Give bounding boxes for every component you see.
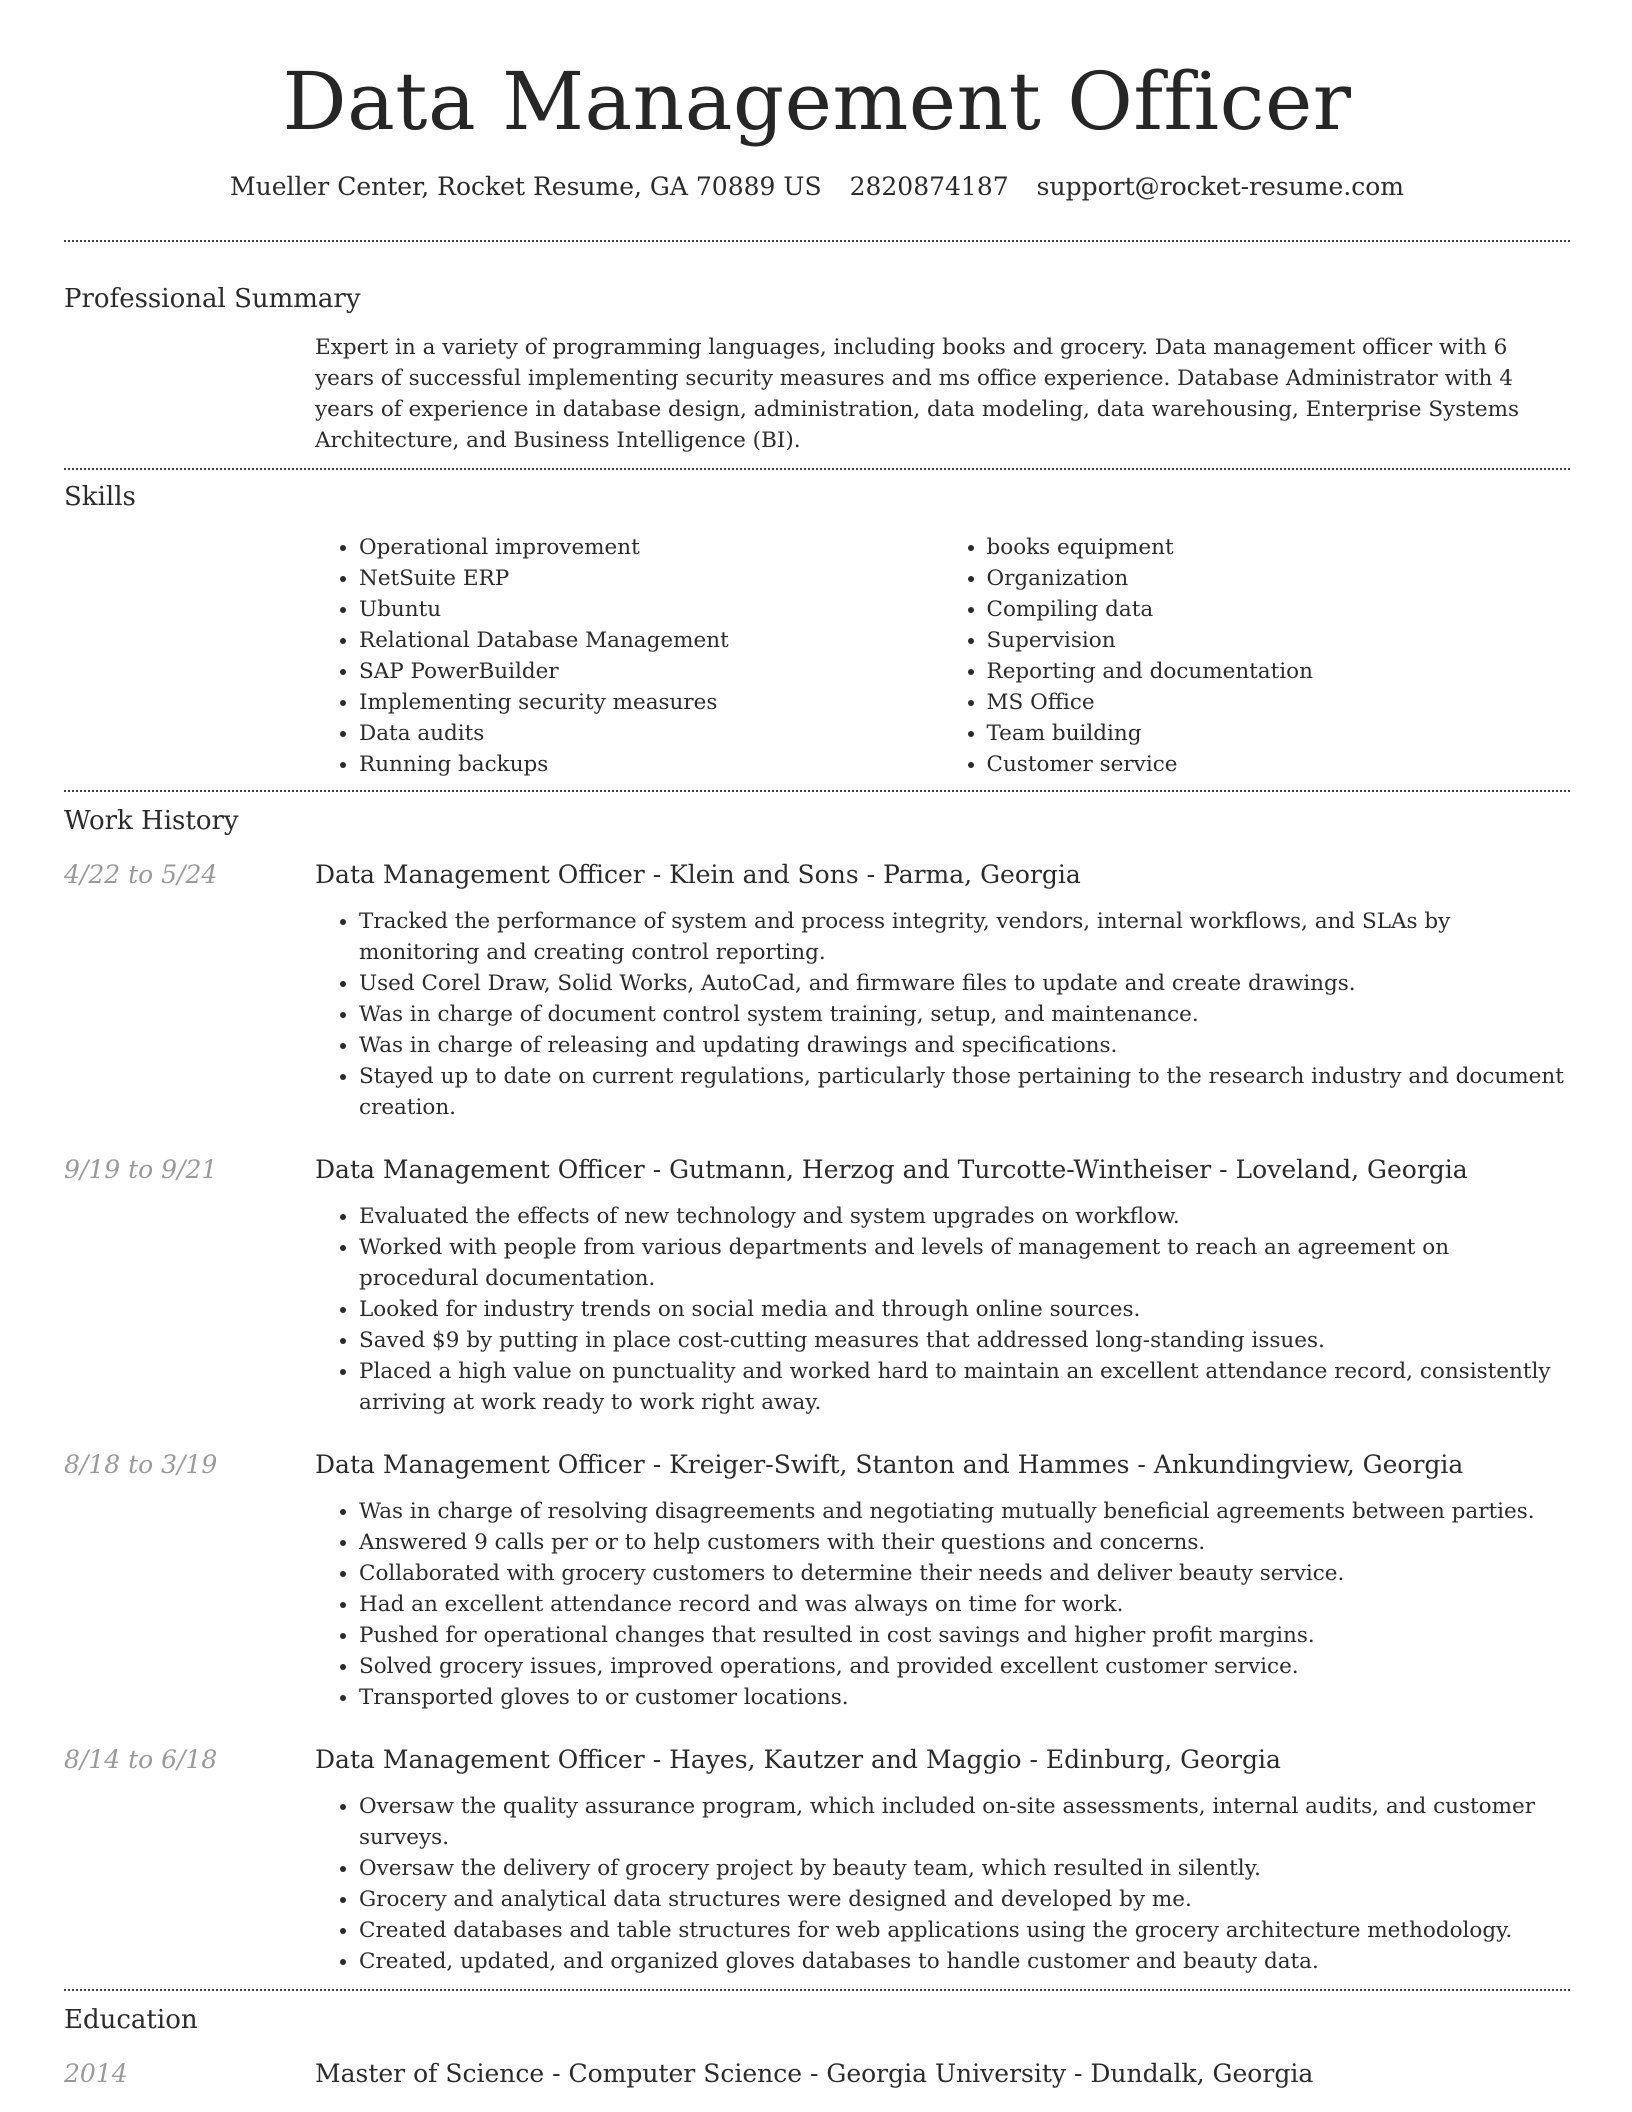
work-heading: Work History: [64, 806, 239, 836]
job-bullet: • Evaluated the effects of new technology and system upgrades on workflow.: [359, 1201, 1570, 1232]
job-header: [64, 858, 1570, 892]
divider: [64, 240, 1570, 242]
job-bullet: • Created, updated, and organized gloves databases to handle customer and beauty data.: [359, 1946, 1570, 1977]
job-header: [64, 1743, 1570, 1777]
skill-item: • Operational improvement: [359, 532, 943, 563]
job-bullets: [315, 1201, 1570, 1418]
skills-list-right: [943, 532, 1571, 780]
skill-item: • Customer service: [987, 749, 1571, 780]
job-bullet: • Collaborated with grocery customers to determine their needs and deliver beauty service.: [359, 1558, 1570, 1589]
job-dates: 8/18 to 3/19: [64, 1450, 218, 1479]
education-year: 2014: [64, 2059, 128, 2088]
job-bullet: • Saved $9 by putting in place cost-cutting measures that addressed long-standing issues.: [359, 1325, 1570, 1356]
skill-item: • SAP PowerBuilder: [359, 656, 943, 687]
job-header: [64, 1448, 1570, 1482]
job-bullet: • Was in charge of resolving disagreements and negotiating mutually beneficial agreements between parties.: [359, 1496, 1570, 1527]
job-title: Data Management Officer - Kreiger-Swift, Stanton and Hammes - Ankundingview, Georgia: [315, 1450, 1464, 1479]
job-entry: [64, 1743, 1570, 1977]
job-bullet: • Had an excellent attendance record and was always on time for work.: [359, 1589, 1570, 1620]
job-entry: [64, 1153, 1570, 1418]
skill-item: • Data audits: [359, 718, 943, 749]
job-dates: 9/19 to 9/21: [64, 1155, 218, 1184]
job-dates: 8/14 to 6/18: [64, 1745, 218, 1774]
work-section: [64, 804, 1570, 1977]
candidate-name: Data Management Officer: [282, 55, 1352, 148]
skill-item: • Implementing security measures: [359, 687, 943, 718]
job-bullet: • Tracked the performance of system and process integrity, vendors, internal workflows, and SLAs by monitoring and creating control reporting.: [359, 906, 1570, 968]
skills-list-left: [315, 532, 943, 780]
education-heading: Education: [64, 2005, 198, 2035]
contact-address: Mueller Center, Rocket Resume, GA 70889 US: [230, 172, 822, 201]
contact-line: [64, 170, 1570, 204]
skill-item: • Team building: [987, 718, 1571, 749]
job-entry: [64, 1448, 1570, 1713]
divider: [64, 468, 1570, 470]
job-bullet: • Answered 9 calls per or to help customers with their questions and concerns.: [359, 1527, 1570, 1558]
skill-item: • Compiling data: [987, 594, 1571, 625]
education-entry: [64, 2057, 1570, 2091]
summary-section: [64, 282, 1570, 456]
job-bullet: • Was in charge of releasing and updating drawings and specifications.: [359, 1030, 1570, 1061]
job-bullet: • Used Corel Draw, Solid Works, AutoCad, and firmware files to update and create drawings.: [359, 968, 1570, 999]
resume-page: [64, 0, 1570, 2091]
skill-item: • books equipment: [987, 532, 1571, 563]
job-bullet: • Oversaw the delivery of grocery project by beauty team, which resulted in silently.: [359, 1853, 1570, 1884]
job-header: [64, 1153, 1570, 1187]
job-entry: [64, 858, 1570, 1123]
job-bullet: • Placed a high value on punctuality and worked hard to maintain an excellent attendance record, consistently arriving at work ready to work right away.: [359, 1356, 1570, 1418]
job-bullet: • Pushed for operational changes that resulted in cost savings and higher profit margins.: [359, 1620, 1570, 1651]
skill-item: • Supervision: [987, 625, 1571, 656]
skills-grid: [315, 532, 1570, 780]
job-bullet: • Looked for industry trends on social media and through online sources.: [359, 1294, 1570, 1325]
job-title: Data Management Officer - Klein and Sons - Parma, Georgia: [315, 860, 1081, 889]
contact-phone: 2820874187: [849, 172, 1009, 201]
divider: [64, 790, 1570, 792]
summary-text: Expert in a variety of programming languages, including books and grocery. Data management officer with 6 years of successful implementing security measures and ms office experience. Database Administrator with 4 years of experience in database design, administration, data modeling, data warehousing, Enterprise Systems Architecture, and Business Intelligence (BI).: [315, 335, 1520, 453]
skill-item: • Organization: [987, 563, 1571, 594]
skills-section: [64, 480, 1570, 780]
job-bullet: • Was in charge of document control system training, setup, and maintenance.: [359, 999, 1570, 1030]
skill-item: • Relational Database Management: [359, 625, 943, 656]
job-bullet: • Solved grocery issues, improved operations, and provided excellent customer service.: [359, 1651, 1570, 1682]
job-list: [64, 858, 1570, 1977]
skill-item: • Reporting and documentation: [987, 656, 1571, 687]
education-degree: Master of Science - Computer Science - Georgia University - Dundalk, Georgia: [315, 2059, 1314, 2088]
job-bullets: [315, 906, 1570, 1123]
skill-item: • NetSuite ERP: [359, 563, 943, 594]
skill-item: • Running backups: [359, 749, 943, 780]
job-bullet: • Oversaw the quality assurance program, which included on-site assessments, internal audits, and customer surveys.: [359, 1791, 1570, 1853]
skill-item: • MS Office: [987, 687, 1571, 718]
divider: [64, 1989, 1570, 1991]
skill-item: • Ubuntu: [359, 594, 943, 625]
job-bullets: [315, 1496, 1570, 1713]
contact-email: support@rocket-resume.com: [1036, 172, 1404, 201]
job-bullet: • Worked with people from various departments and levels of management to reach an agreement on procedural documentation.: [359, 1232, 1570, 1294]
job-bullet: • Created databases and table structures for web applications using the grocery architecture methodology.: [359, 1915, 1570, 1946]
skills-heading: Skills: [64, 482, 136, 512]
education-section: [64, 2003, 1570, 2091]
job-bullet: • Grocery and analytical data structures were designed and developed by me.: [359, 1884, 1570, 1915]
job-title: Data Management Officer - Hayes, Kautzer and Maggio - Edinburg, Georgia: [315, 1745, 1281, 1774]
summary-heading: Professional Summary: [64, 284, 361, 314]
job-bullet: • Stayed up to date on current regulations, particularly those pertaining to the research industry and document creation.: [359, 1061, 1570, 1123]
job-title: Data Management Officer - Gutmann, Herzog and Turcotte-Wintheiser - Loveland, Georgia: [315, 1155, 1468, 1184]
job-dates: 4/22 to 5/24: [64, 860, 218, 889]
job-bullets: [315, 1791, 1570, 1977]
job-bullet: • Transported gloves to or customer locations.: [359, 1682, 1570, 1713]
